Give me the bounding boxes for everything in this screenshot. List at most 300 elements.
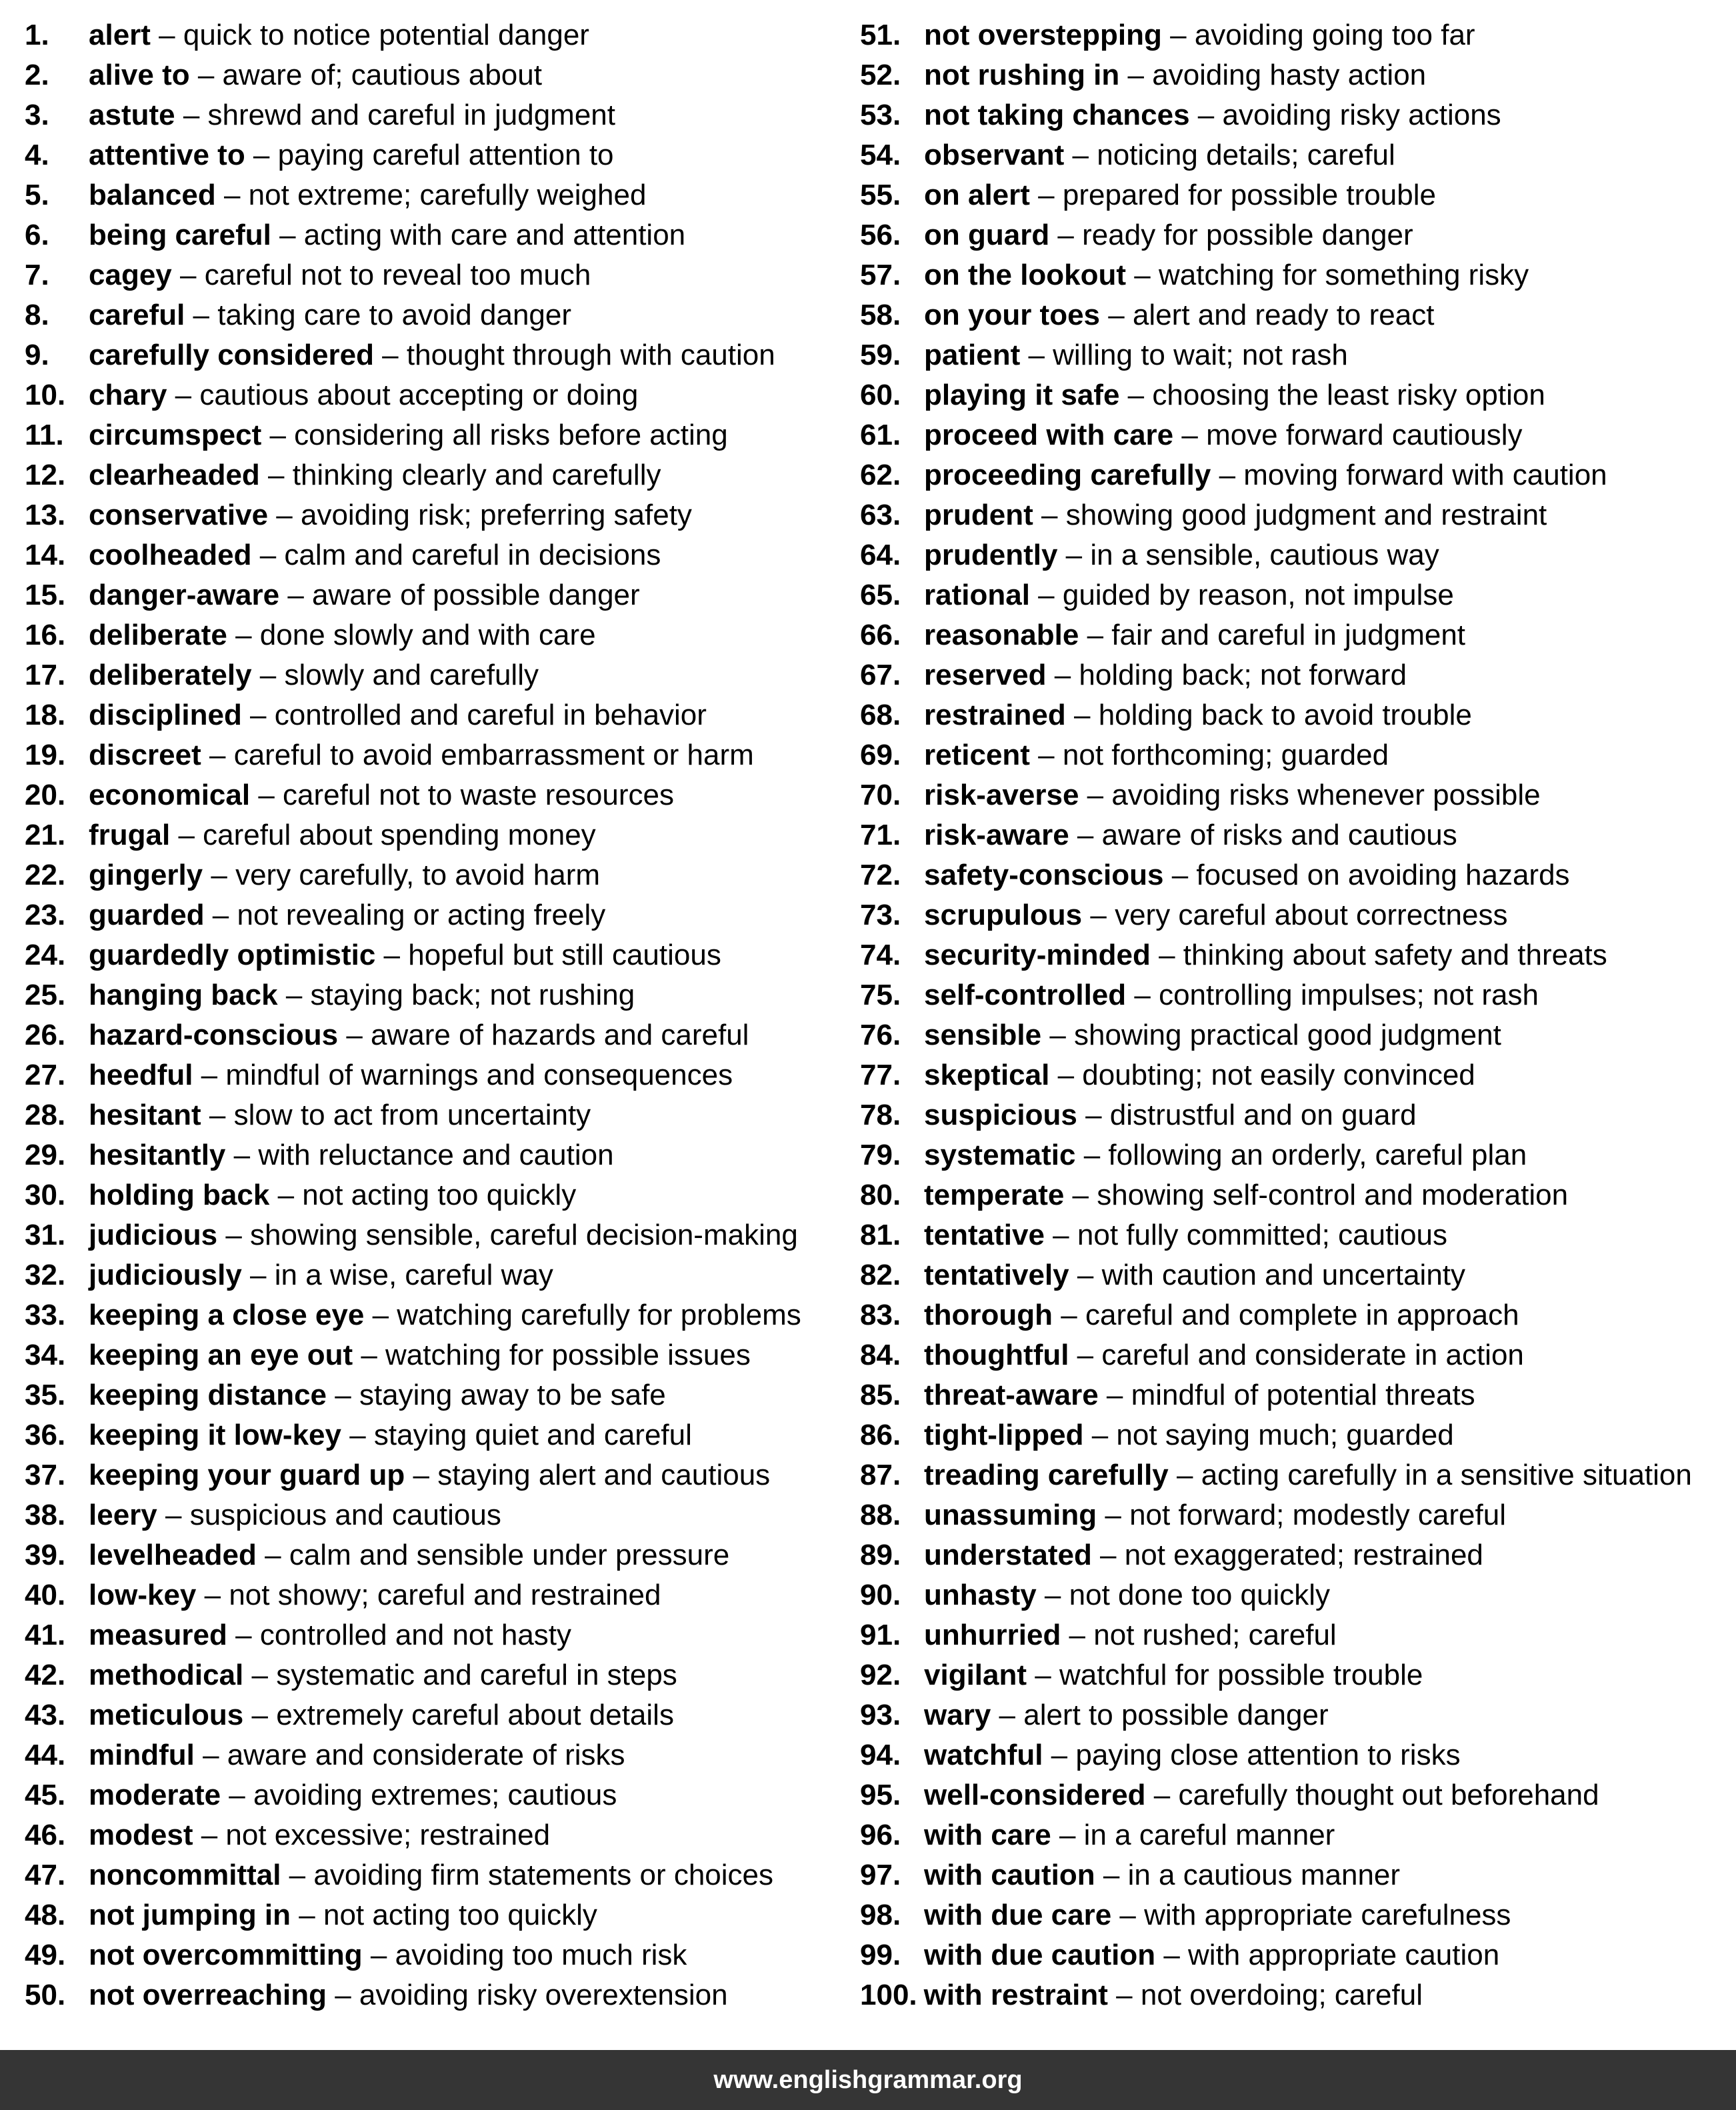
item-definition: prepared for possible trouble — [1062, 179, 1436, 211]
list-item — [25, 695, 851, 735]
item-number: 19. — [25, 739, 66, 771]
item-term: careful — [89, 299, 185, 331]
item-number: 38. — [25, 1499, 66, 1531]
item-definition: quick to notice potential danger — [183, 19, 589, 51]
item-term: methodical — [89, 1659, 244, 1691]
item-definition: avoiding risky overextension — [359, 1979, 728, 2011]
item-separator: – — [1057, 539, 1091, 571]
item-term: judicious — [89, 1219, 218, 1251]
item-definition: holding back to avoid trouble — [1098, 699, 1472, 731]
item-term: low-key — [89, 1579, 197, 1611]
item-number: 11. — [25, 419, 64, 451]
item-number: 50. — [25, 1979, 66, 2011]
item-term: tentative — [924, 1219, 1045, 1251]
list-item — [860, 15, 1727, 55]
item-separator: – — [1126, 979, 1159, 1011]
item-term: skeptical — [924, 1059, 1050, 1091]
item-separator: – — [225, 1139, 259, 1171]
item-term: alert — [89, 19, 151, 51]
item-number: 42. — [25, 1659, 66, 1691]
item-definition: not fully committed; cautious — [1077, 1219, 1448, 1251]
item-separator: – — [991, 1699, 1024, 1731]
item-separator: – — [1069, 1259, 1102, 1291]
item-number: 12. — [25, 459, 66, 491]
item-term: threat-aware — [924, 1379, 1099, 1411]
item-separator: – — [1168, 1459, 1201, 1491]
item-term: modest — [89, 1819, 193, 1851]
list-item — [860, 295, 1727, 335]
list-item — [25, 455, 851, 495]
item-term: discreet — [89, 739, 201, 771]
item-number: 77. — [860, 1059, 901, 1091]
item-number: 87. — [860, 1459, 901, 1491]
item-definition: avoiding hasty action — [1152, 59, 1427, 91]
list-item — [860, 1855, 1727, 1895]
item-separator: – — [250, 779, 283, 811]
item-definition: showing practical good judgment — [1074, 1019, 1501, 1051]
item-separator: – — [217, 1219, 251, 1251]
item-term: measured — [89, 1619, 227, 1651]
item-definition: in a careful manner — [1083, 1819, 1335, 1851]
item-separator: – — [1082, 899, 1115, 931]
list-item — [860, 1575, 1727, 1615]
item-term: keeping a close eye — [89, 1299, 365, 1331]
list-item — [860, 1695, 1727, 1735]
item-number: 37. — [25, 1459, 66, 1491]
item-definition: not extreme; carefully weighed — [248, 179, 647, 211]
item-term: watchful — [924, 1739, 1043, 1771]
item-term: treading carefully — [924, 1459, 1169, 1491]
list-item — [860, 575, 1727, 615]
item-number: 24. — [25, 939, 66, 971]
item-separator: – — [1065, 699, 1099, 731]
list-item — [25, 1615, 851, 1655]
item-separator: – — [221, 1779, 253, 1811]
item-definition: careful not to reveal too much — [204, 259, 591, 291]
item-separator: – — [1029, 179, 1063, 211]
list-item — [860, 1935, 1727, 1975]
item-separator: – — [203, 859, 236, 891]
item-separator: – — [241, 699, 275, 731]
list-item — [860, 1535, 1727, 1575]
item-term: keeping your guard up — [89, 1459, 405, 1491]
list-item — [860, 375, 1727, 415]
item-number: 84. — [860, 1339, 901, 1371]
item-term: with due caution — [924, 1939, 1156, 1971]
item-definition: with caution and uncertainty — [1101, 1259, 1466, 1291]
list-item — [860, 1455, 1727, 1495]
list-item — [25, 1895, 851, 1935]
item-term: on the lookout — [924, 259, 1127, 291]
list-item — [25, 1775, 851, 1815]
item-term: sensible — [924, 1019, 1042, 1051]
item-number: 40. — [25, 1579, 66, 1611]
item-definition: slowly and carefully — [284, 659, 539, 691]
item-definition: aware of; cautious about — [222, 59, 542, 91]
item-definition: avoiding extremes; cautious — [253, 1779, 617, 1811]
item-term: mindful — [89, 1739, 195, 1771]
item-number: 65. — [860, 579, 901, 611]
item-definition: showing sensible, careful decision-making — [250, 1219, 798, 1251]
item-separator: – — [157, 1499, 190, 1531]
item-number: 92. — [860, 1659, 901, 1691]
item-number: 59. — [860, 339, 901, 371]
item-number: 70. — [860, 779, 901, 811]
list-item — [860, 1255, 1727, 1295]
item-definition: fair and careful in judgment — [1111, 619, 1466, 651]
item-term: astute — [89, 99, 175, 131]
list-item — [860, 815, 1727, 855]
item-definition: suspicious and cautious — [189, 1499, 501, 1531]
list-item — [25, 975, 851, 1015]
item-separator: – — [1077, 1099, 1110, 1131]
item-definition: considering all risks before acting — [294, 419, 728, 451]
list-item — [25, 1335, 851, 1375]
item-term: reserved — [924, 659, 1047, 691]
item-separator: – — [204, 899, 237, 931]
item-separator: – — [261, 419, 295, 451]
list-item — [860, 1335, 1727, 1375]
item-separator: – — [1020, 339, 1053, 371]
item-separator: – — [167, 379, 200, 411]
item-number: 36. — [25, 1419, 66, 1451]
item-separator: – — [171, 259, 205, 291]
item-definition: acting carefully in a sensitive situation — [1201, 1459, 1692, 1491]
item-separator: – — [245, 139, 278, 171]
list-item — [25, 1095, 851, 1135]
item-term: not overreaching — [89, 1979, 327, 2011]
item-separator: – — [1095, 1859, 1128, 1891]
item-separator: – — [1051, 1819, 1084, 1851]
item-term: hazard-conscious — [89, 1019, 339, 1051]
item-definition: hopeful but still cautious — [408, 939, 721, 971]
list-item — [860, 1295, 1727, 1335]
list-item — [25, 375, 851, 415]
item-separator: – — [196, 1579, 229, 1611]
item-term: reticent — [924, 739, 1030, 771]
item-separator: – — [1044, 1219, 1077, 1251]
item-separator: – — [327, 1379, 359, 1411]
item-term: security-minded — [924, 939, 1151, 971]
list-item — [25, 55, 851, 95]
list-item — [25, 415, 851, 455]
list-item — [25, 1455, 851, 1495]
list-item — [860, 95, 1727, 135]
item-number: 95. — [860, 1779, 901, 1811]
item-number: 15. — [25, 579, 66, 611]
item-definition: careful and considerate in action — [1101, 1339, 1524, 1371]
item-number: 28. — [25, 1099, 66, 1131]
item-definition: move forward cautiously — [1206, 419, 1523, 451]
item-definition: ready for possible danger — [1082, 219, 1413, 251]
item-number: 96. — [860, 1819, 901, 1851]
list-item — [25, 1015, 851, 1055]
item-separator: – — [1079, 619, 1112, 651]
item-number: 45. — [25, 1779, 66, 1811]
item-term: systematic — [924, 1139, 1076, 1171]
item-definition: avoiding risky actions — [1222, 99, 1501, 131]
item-term: hanging back — [89, 979, 278, 1011]
item-number: 6. — [25, 219, 49, 251]
item-term: noncommittal — [89, 1859, 281, 1891]
item-number: 76. — [860, 1019, 901, 1051]
item-definition: not saying much; guarded — [1116, 1419, 1454, 1451]
item-term: disciplined — [89, 699, 242, 731]
item-definition: careful about spending money — [203, 819, 596, 851]
item-term: wary — [924, 1699, 991, 1731]
item-definition: willing to wait; not rash — [1053, 339, 1348, 371]
item-separator: – — [1036, 1579, 1069, 1611]
list-item — [860, 1775, 1727, 1815]
list-item — [25, 935, 851, 975]
item-definition: aware of possible danger — [312, 579, 640, 611]
item-definition: aware of hazards and careful — [371, 1019, 749, 1051]
item-definition: watching for something risky — [1158, 259, 1529, 291]
item-definition: careful to avoid embarrassment or harm — [233, 739, 754, 771]
item-term: danger-aware — [89, 579, 280, 611]
item-term: being careful — [89, 219, 271, 251]
list-item — [25, 495, 851, 535]
item-separator: – — [291, 1899, 323, 1931]
item-separator: – — [1061, 1619, 1094, 1651]
item-term: guardedly optimistic — [89, 939, 376, 971]
item-number: 26. — [25, 1019, 66, 1051]
item-number: 80. — [860, 1179, 901, 1211]
item-definition: done slowly and with care — [259, 619, 596, 651]
item-number: 21. — [25, 819, 66, 851]
list-item — [860, 535, 1727, 575]
item-number: 58. — [860, 299, 901, 331]
item-definition: staying away to be safe — [359, 1379, 666, 1411]
item-term: judiciously — [89, 1259, 242, 1291]
item-definition: slow to act from uncertainty — [233, 1099, 591, 1131]
list-item — [25, 1175, 851, 1215]
item-term: playing it safe — [924, 379, 1120, 411]
item-definition: controlled and careful in behavior — [274, 699, 707, 731]
item-separator: – — [271, 219, 304, 251]
item-term: prudent — [924, 499, 1033, 531]
item-definition: showing good judgment and restraint — [1065, 499, 1547, 531]
item-separator: – — [1064, 1179, 1097, 1211]
item-definition: in a cautious manner — [1127, 1859, 1401, 1891]
item-definition: taking care to avoid danger — [217, 299, 572, 331]
list-item — [860, 1215, 1727, 1255]
list-item — [25, 1415, 851, 1455]
item-separator: – — [243, 1699, 277, 1731]
item-term: deliberate — [89, 619, 227, 651]
item-term: with care — [924, 1819, 1051, 1851]
list-item — [860, 135, 1727, 175]
item-definition: not forthcoming; guarded — [1062, 739, 1389, 771]
item-term: risk-averse — [924, 779, 1079, 811]
item-definition: guided by reason, not impulse — [1062, 579, 1454, 611]
item-number: 2. — [25, 59, 49, 91]
item-number: 16. — [25, 619, 66, 651]
list-item — [860, 615, 1727, 655]
list-item — [860, 1375, 1727, 1415]
website-url[interactable]: www.englishgrammar.org — [713, 2065, 1023, 2094]
item-separator: – — [227, 1619, 260, 1651]
item-separator: – — [1111, 1899, 1145, 1931]
item-definition: extremely careful about details — [276, 1699, 674, 1731]
item-separator: – — [215, 179, 249, 211]
item-separator: – — [1053, 1299, 1085, 1331]
list-item — [25, 1495, 851, 1535]
item-term: on alert — [924, 179, 1030, 211]
item-number: 100. — [860, 1979, 917, 2011]
item-number: 83. — [860, 1299, 901, 1331]
item-definition: alert to possible danger — [1023, 1699, 1329, 1731]
item-term: conservative — [89, 499, 269, 531]
list-item — [25, 95, 851, 135]
item-separator: – — [1041, 1019, 1075, 1051]
item-term: patient — [924, 339, 1021, 371]
item-separator: – — [1069, 819, 1102, 851]
item-definition: following an orderly, careful plan — [1108, 1139, 1527, 1171]
list-item — [25, 255, 851, 295]
item-number: 69. — [860, 739, 901, 771]
item-number: 3. — [25, 99, 49, 131]
item-separator: – — [1173, 419, 1207, 451]
list-item — [25, 575, 851, 615]
item-separator: – — [405, 1459, 438, 1491]
item-number: 1. — [25, 19, 49, 51]
item-number: 34. — [25, 1339, 66, 1371]
item-number: 98. — [860, 1899, 901, 1931]
item-term: levelheaded — [89, 1539, 257, 1571]
list-item — [25, 855, 851, 895]
item-definition: thought through with caution — [406, 339, 775, 371]
list-item — [860, 495, 1727, 535]
item-number: 22. — [25, 859, 66, 891]
item-number: 63. — [860, 499, 901, 531]
item-number: 81. — [860, 1219, 901, 1251]
item-term: rational — [924, 579, 1030, 611]
item-term: alive to — [89, 59, 190, 91]
item-number: 53. — [860, 99, 901, 131]
item-number: 62. — [860, 459, 901, 491]
list-item — [860, 1615, 1727, 1655]
item-number: 17. — [25, 659, 66, 691]
item-separator: – — [1097, 1499, 1130, 1531]
list-item — [25, 535, 851, 575]
list-item — [25, 1815, 851, 1855]
item-definition: shrewd and careful in judgment — [207, 99, 615, 131]
item-number: 97. — [860, 1859, 901, 1891]
item-term: on guard — [924, 219, 1050, 251]
item-number: 82. — [860, 1259, 901, 1291]
item-term: thorough — [924, 1299, 1053, 1331]
item-separator: – — [227, 619, 260, 651]
item-term: economical — [89, 779, 251, 811]
item-separator: – — [1150, 939, 1183, 971]
item-term: restrained — [924, 699, 1066, 731]
item-number: 18. — [25, 699, 66, 731]
list-item — [860, 1895, 1727, 1935]
list-item — [25, 655, 851, 695]
list-item — [860, 215, 1727, 255]
item-definition: not excessive; restrained — [225, 1819, 551, 1851]
item-separator: – — [1161, 19, 1195, 51]
list-item — [860, 1015, 1727, 1055]
item-number: 8. — [25, 299, 49, 331]
item-definition: not forward; modestly careful — [1129, 1499, 1506, 1531]
list-item — [860, 1415, 1727, 1455]
list-item — [860, 655, 1727, 695]
list-item — [25, 15, 851, 55]
item-number: 27. — [25, 1059, 66, 1091]
item-term: gingerly — [89, 859, 203, 891]
list-item — [860, 735, 1727, 775]
item-number: 94. — [860, 1739, 901, 1771]
item-definition: avoiding risk; preferring safety — [300, 499, 692, 531]
item-number: 32. — [25, 1259, 66, 1291]
item-separator: – — [326, 1979, 359, 2011]
item-number: 10. — [25, 379, 66, 411]
item-definition: paying careful attention to — [277, 139, 614, 171]
item-definition: with reluctance and caution — [258, 1139, 614, 1171]
list-item — [25, 1375, 851, 1415]
item-definition: controlled and not hasty — [259, 1619, 572, 1651]
item-term: balanced — [89, 179, 216, 211]
item-term: cagey — [89, 259, 172, 291]
list-item — [25, 895, 851, 935]
item-number: 64. — [860, 539, 901, 571]
item-number: 23. — [25, 899, 66, 931]
item-separator: – — [1049, 1059, 1083, 1091]
item-separator: – — [375, 939, 409, 971]
list-item — [860, 1175, 1727, 1215]
item-separator: – — [338, 1019, 371, 1051]
item-separator: – — [189, 59, 223, 91]
list-item — [25, 1055, 851, 1095]
item-number: 5. — [25, 179, 49, 211]
list-item — [860, 1655, 1727, 1695]
item-definition: controlling impulses; not rash — [1159, 979, 1539, 1011]
list-item — [860, 1055, 1727, 1095]
item-term: unhasty — [924, 1579, 1037, 1611]
item-number: 52. — [860, 59, 901, 91]
item-number: 90. — [860, 1579, 901, 1611]
item-separator: – — [1098, 1379, 1131, 1411]
item-term: understated — [924, 1539, 1092, 1571]
item-number: 99. — [860, 1939, 901, 1971]
item-separator: – — [279, 579, 313, 611]
list-item — [860, 855, 1727, 895]
item-number: 91. — [860, 1619, 901, 1651]
item-term: temperate — [924, 1179, 1065, 1211]
item-term: frugal — [89, 819, 171, 851]
item-term: safety-conscious — [924, 859, 1164, 891]
item-separator: – — [193, 1819, 226, 1851]
list-item — [25, 1135, 851, 1175]
item-term: guarded — [89, 899, 205, 931]
item-separator: – — [1046, 659, 1079, 691]
item-number: 75. — [860, 979, 901, 1011]
item-term: chary — [89, 379, 167, 411]
item-separator: – — [170, 819, 203, 851]
list-item — [25, 1215, 851, 1255]
item-number: 48. — [25, 1899, 66, 1931]
item-separator: – — [281, 1859, 314, 1891]
item-definition: moving forward with caution — [1243, 459, 1607, 491]
item-separator: – — [269, 1179, 303, 1211]
item-definition: avoiding going too far — [1194, 19, 1475, 51]
item-separator: – — [251, 539, 285, 571]
item-definition: very careful about correctness — [1115, 899, 1508, 931]
item-definition: not rushed; careful — [1093, 1619, 1337, 1651]
item-number: 14. — [25, 539, 66, 571]
